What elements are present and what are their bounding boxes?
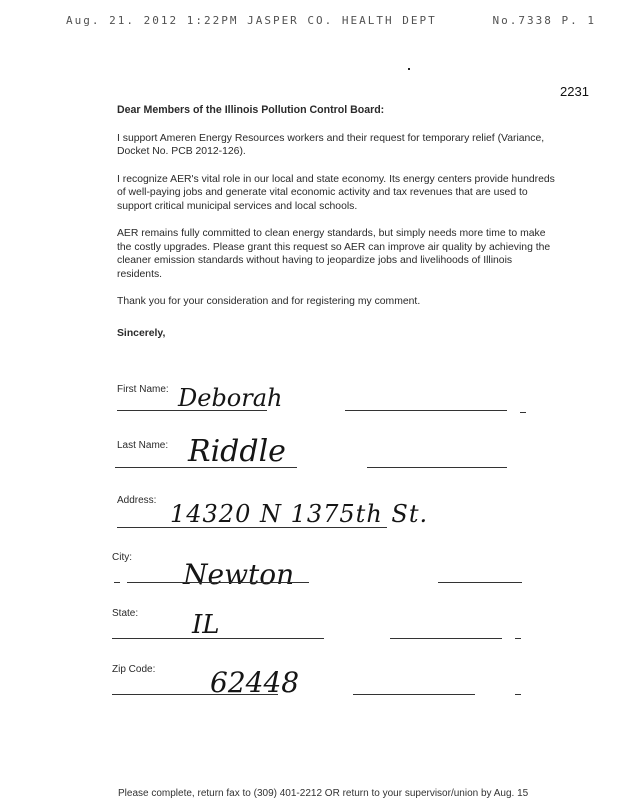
zip-code-handwritten: 62448 <box>210 666 300 699</box>
letter-paragraph-economy: I recognize AER's vital role in our local and state economy. Its energy centers provide hundreds of well-paying jobs and generate vital economic activity and tax revenues that are used to support critical municipal services and local schools. <box>117 173 555 212</box>
city-secondary-line <box>438 582 522 583</box>
address-label: Address: <box>117 495 157 506</box>
last-name-line <box>115 467 297 468</box>
footer-instructions: Please complete, return fax to (309) 401-2212 OR return to your supervisor/union by Aug. 15 <box>118 788 529 799</box>
letter-paragraph-standards: AER remains fully committed to clean energy standards, but simply needs more time to make the costly upgrades. Please grant this request so AER can improve air quality by achieving the cleaner emission standards without having to jeopardize jobs and livelihoods of Illinois residents. <box>117 228 551 280</box>
last-name-secondary-line <box>367 467 507 468</box>
state-line <box>112 638 324 639</box>
first-name-label: First Name: <box>117 384 169 395</box>
page-number: 2231 <box>560 84 589 99</box>
first-name-handwritten: Deborah <box>178 384 283 412</box>
address-line <box>117 527 387 528</box>
last-name-handwritten: Riddle <box>188 434 286 469</box>
zip-code-line <box>112 694 278 695</box>
zip-code-secondary-line <box>353 694 475 695</box>
field-dash <box>515 638 521 639</box>
zip-code-label: Zip Code: <box>112 664 156 675</box>
city-label: City: <box>112 552 132 563</box>
letter-body <box>117 104 557 354</box>
city-handwritten: Newton <box>183 558 295 591</box>
letter-paragraph-thanks: Thank you for your consideration and for registering my comment. <box>117 296 421 307</box>
field-dash <box>515 694 521 695</box>
state-handwritten: IL <box>192 610 220 640</box>
fax-transmission-header <box>66 14 596 27</box>
last-name-label: Last Name: <box>117 440 169 451</box>
letter-paragraph-support: I support Ameren Energy Resources workers and their request for temporary relief (Variance, Docket No. PCB 2012-126). <box>117 132 545 157</box>
letter-greeting: Dear Members of the Illinois Pollution Control Board: <box>117 104 385 116</box>
scan-speck <box>408 68 410 70</box>
field-dash <box>520 412 526 413</box>
field-dash <box>114 582 120 583</box>
state-label: State: <box>112 608 139 619</box>
fax-header-right: No.7338 P. 1 <box>492 14 596 27</box>
first-name-line <box>117 410 267 411</box>
state-secondary-line <box>390 638 502 639</box>
address-handwritten: 14320 N 1375th St. <box>170 500 429 528</box>
letter-closing: Sincerely, <box>117 327 166 339</box>
city-line <box>127 582 309 583</box>
fax-header-left: Aug. 21. 2012 1:22PM JASPER CO. HEALTH DEPT <box>66 14 437 27</box>
first-name-secondary-line <box>345 410 507 411</box>
